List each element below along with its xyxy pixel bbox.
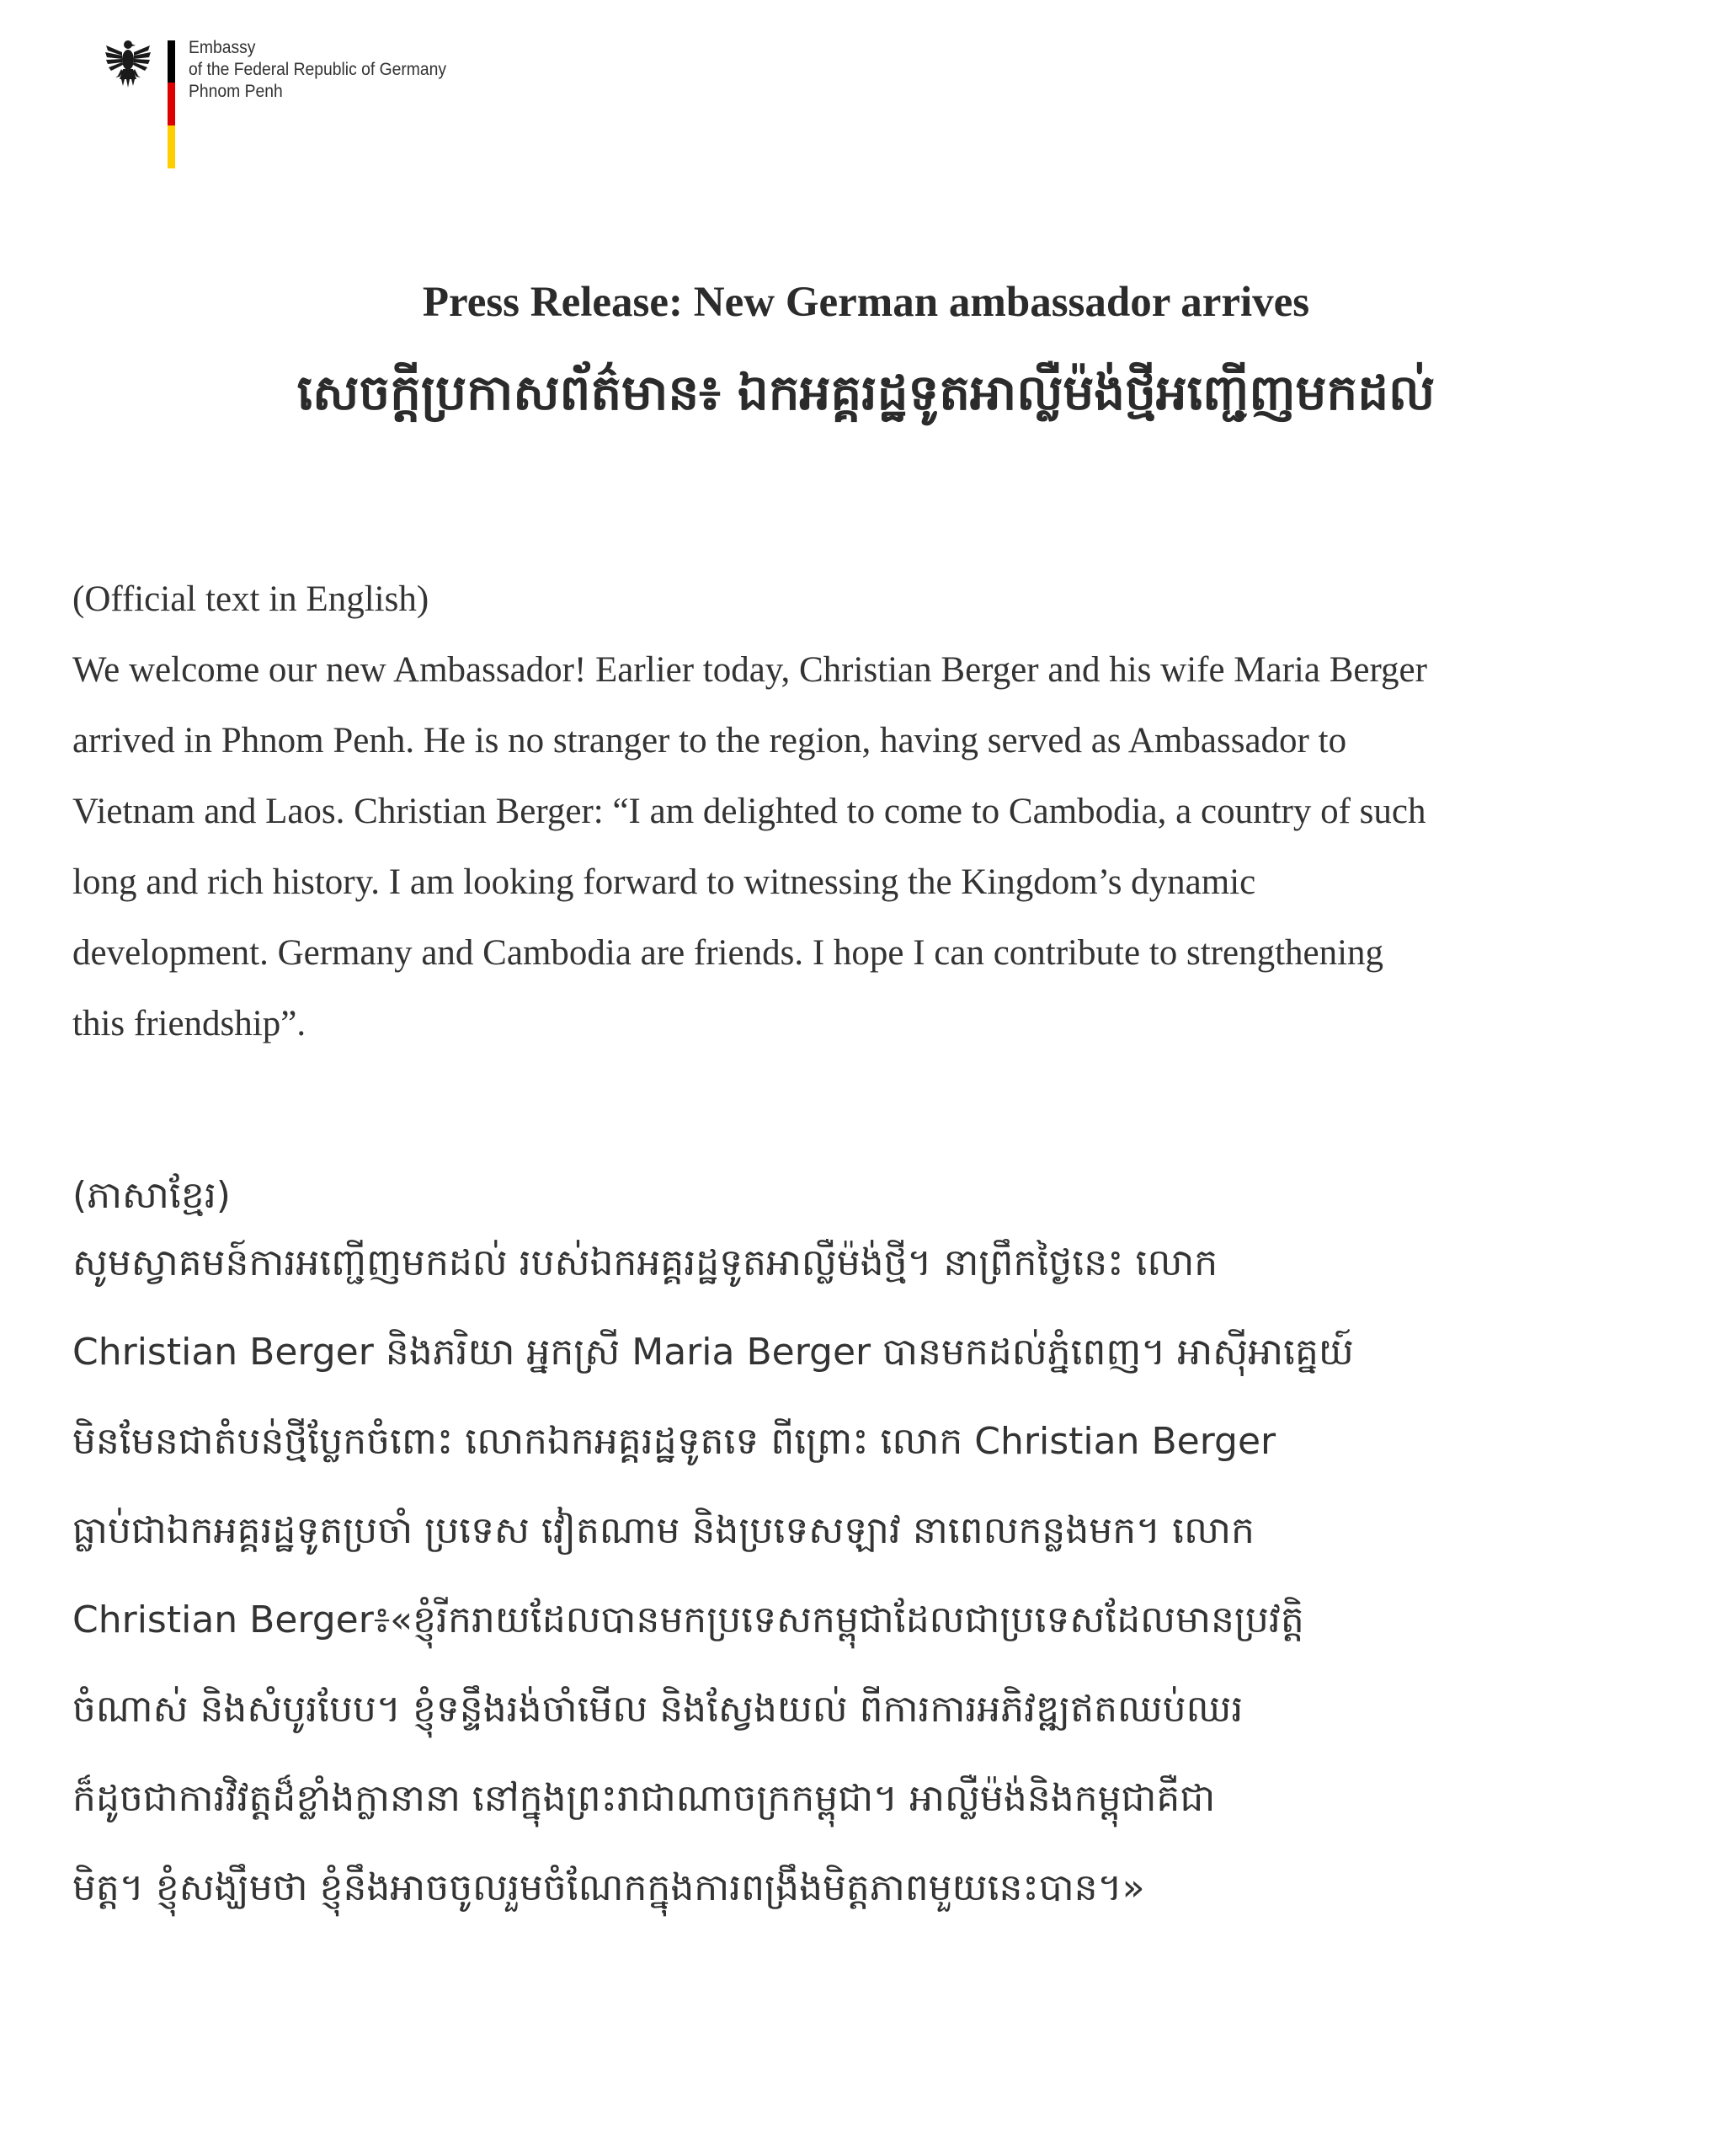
english-line: Vietnam and Laos. Christian Berger: “I am delighted to come to Cambodia, a country of such (72, 792, 1426, 831)
khmer-line: ក៏ដូចជាការវិវត្តដ៏ខ្លាំងក្លានានា នៅក្នុងព្រះរាជាណាចក្រកម្ពុជា។ អាល្លឺម៉ង់និងកម្ពុជាគឺជា (72, 1777, 1216, 1820)
khmer-label: (ភាសាខ្មែរ) (72, 1174, 231, 1217)
khmer-line: ធ្លាប់ជាឯកអគ្គរដ្ឋទូតប្រចាំ ប្រទេស វៀតណាម និងប្រទេសឡាវ នាពេលកន្លងមក។ លោក (72, 1509, 1255, 1552)
embassy-line-2: of the Federal Republic of Germany (189, 60, 447, 79)
khmer-section (72, 1162, 1672, 1944)
english-line: long and rich history. I am looking forward to witnessing the Kingdom’s dynamic (72, 862, 1256, 902)
english-line: development. Germany and Cambodia are friends. I hope I can contribute to strengthening (72, 933, 1384, 973)
english-line: We welcome our new Ambassador! Earlier today, Christian Berger and his wife Maria Berger (72, 650, 1427, 690)
english-line: this friendship”. (72, 1004, 306, 1043)
khmer-line: ចំណាស់ និងសំបូរបែប។ ខ្ញុំទន្ទឹងរង់ចាំមើល និងស្វែងយល់ ពីការការអភិវឌ្ឍឥតឈប់ឈរ (72, 1688, 1244, 1731)
embassy-name (189, 37, 446, 103)
khmer-line: មិត្ត។ ខ្ញុំសង្ឃឹមថា ខ្ញុំនឹងអាចចូលរួមចំណែកក្នុងការពង្រឹងមិត្តភាពមួយនេះបាន។» (72, 1866, 1145, 1909)
page-title-english: Press Release: New German ambassador arrives (422, 279, 1310, 326)
english-label: (Official text in English) (72, 579, 429, 619)
english-line: arrived in Phnom Penh. He is no stranger to the region, having served as Ambassador to (72, 721, 1347, 760)
german-flag-bar (168, 40, 175, 168)
khmer-line: សូមស្វាគមន៍ការអញ្ជើញមកដល់ របស់ឯកអគ្គរដ្ឋទូតអាល្លឺម៉ង់ថ្មី។ នាព្រឹកថ្ងៃនេះ លោក (72, 1241, 1218, 1284)
khmer-line: មិនមែនជាតំបន់ថ្មីប្លែកចំពោះ លោកឯកអគ្គរដ្ឋទូតទេ ពីព្រោះ លោក Christian Berger (72, 1420, 1276, 1463)
page-title-khmer: សេចក្តីប្រកាសព័ត៌មាន៖ ឯកអគ្គរដ្ឋទូតអាល្លឺម៉ង់ថ្មីអញ្ជើញមកដល់ (296, 364, 1436, 421)
federal-eagle-icon (104, 37, 152, 89)
khmer-line: Christian Berger និងភរិយា អ្នកស្រី Maria Berger បានមកដល់ភ្នំពេញ។ អាស៊ីអាគ្នេយ៍ (72, 1331, 1354, 1374)
english-section (72, 574, 1672, 1070)
embassy-line-3: Phnom Penh (189, 82, 283, 101)
khmer-line: Christian Berger៖«ខ្ញុំរីករាយដែលបានមកប្រទេសកម្ពុជាដែលជាប្រទេសដែលមានប្រវត្តិ (72, 1598, 1304, 1641)
embassy-line-1: Embassy (189, 38, 256, 57)
